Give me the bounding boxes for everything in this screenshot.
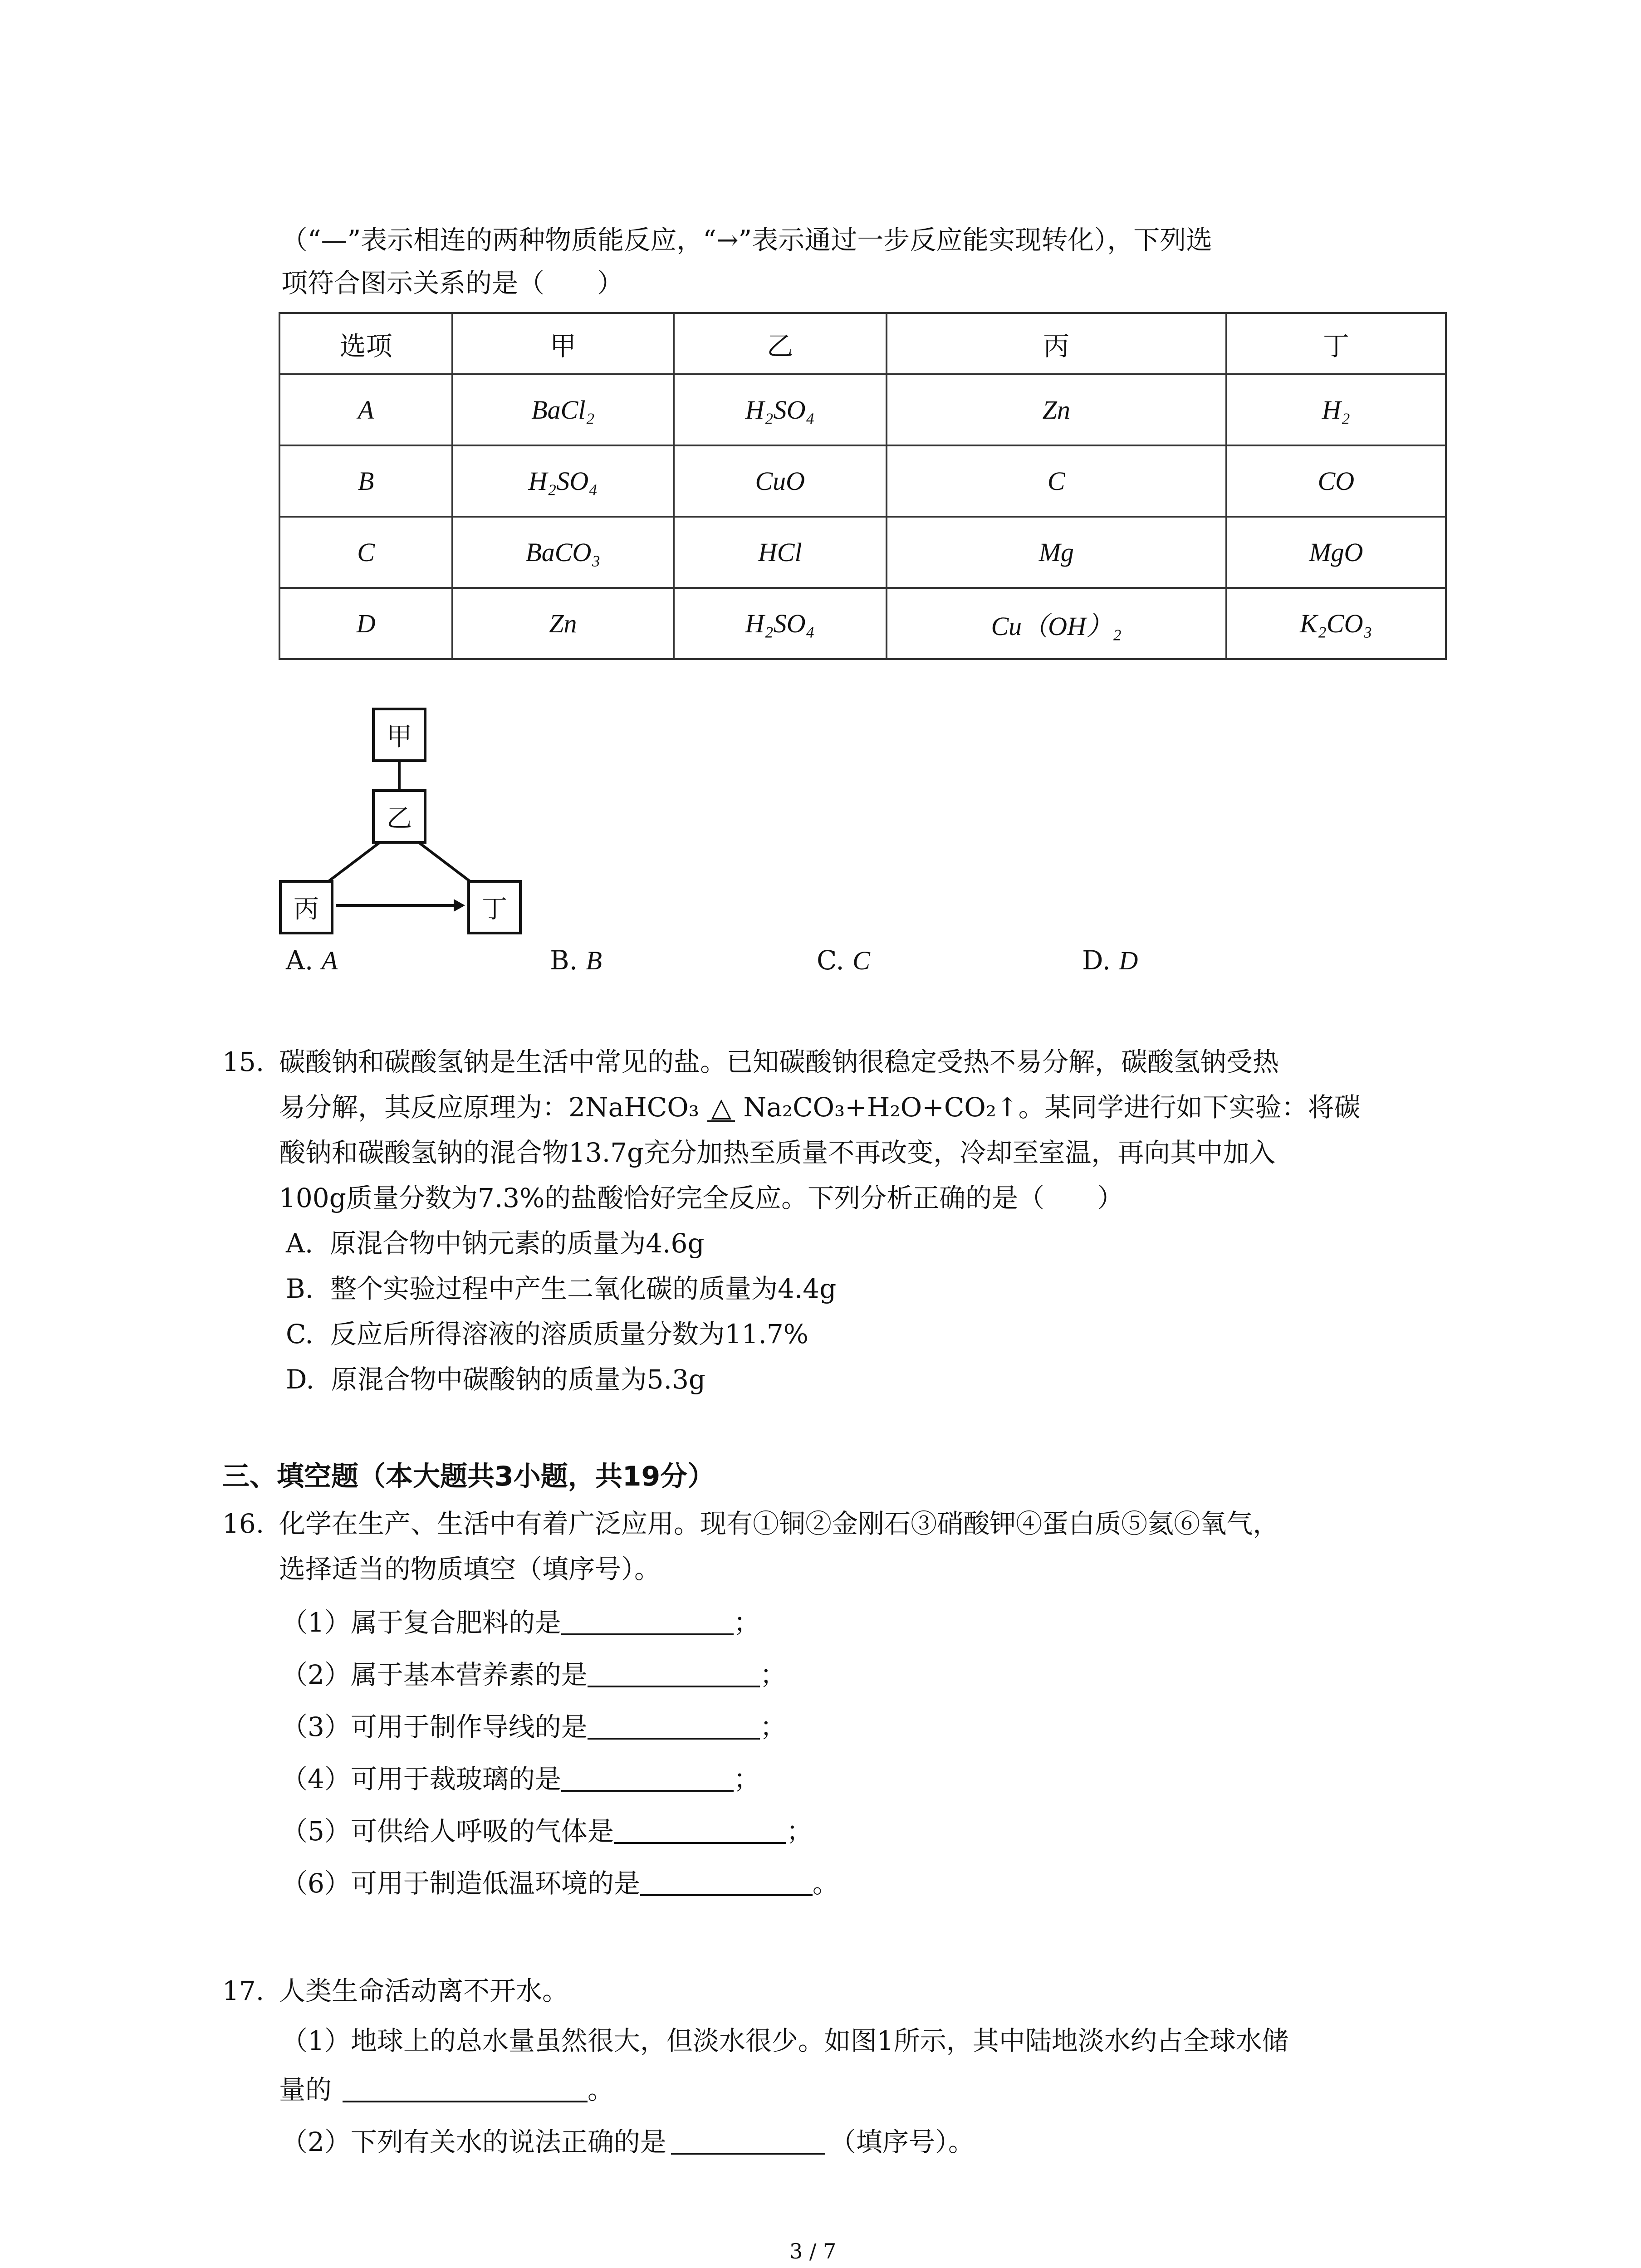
item-number: ⑥ <box>1174 1508 1200 1539</box>
table-cell: H₂SO₄ <box>674 588 887 659</box>
option-letter: B. <box>286 1273 314 1304</box>
q17-part-2 <box>281 2127 975 2155</box>
q17-number: 17. <box>222 1975 265 2006</box>
table-cell: K₂CO₃ <box>1226 588 1446 659</box>
item-number: ⑤ <box>1121 1508 1148 1539</box>
table-cell: H₂ <box>1226 374 1446 445</box>
table-cell: D <box>279 588 452 659</box>
table-cell: A <box>279 374 452 445</box>
option-value: A <box>321 946 338 975</box>
q14-option-d <box>1082 947 1138 974</box>
intro-line-1: （“—”表示相连的两种物质能反应，“→”表示通过一步反应能实现转化），下列选 <box>281 225 1213 255</box>
table-cell: H₂SO₄ <box>674 374 887 445</box>
table-cell: HCl <box>674 517 887 588</box>
part-label: （4）可用于裁玻璃的是 <box>281 1764 561 1794</box>
table-header-cell: 选项 <box>279 313 452 374</box>
q15-option-c <box>286 1321 808 1347</box>
q15-line-2a: 易分解，其反应原理为：2NaHCO₃ <box>279 1092 699 1123</box>
q16-part-2 <box>281 1660 786 1688</box>
table-cell: CO <box>1226 445 1446 517</box>
answer-blank[interactable] <box>561 1608 734 1635</box>
table-cell: MgO <box>1226 517 1446 588</box>
item-number: ③ <box>911 1508 937 1539</box>
option-letter: A. <box>286 1228 314 1259</box>
table-header-cell: 甲 <box>452 313 673 374</box>
item-number: ② <box>805 1508 832 1539</box>
q16-line-1 <box>279 1510 1279 1537</box>
option-value: B <box>586 946 602 975</box>
diagram-node-yi: 乙 <box>372 789 426 844</box>
part-end: 。 <box>588 2074 614 2105</box>
table-cell: C <box>887 445 1226 517</box>
table-cell: H₂SO₄ <box>452 445 673 517</box>
part-label: （1）属于复合肥料的是 <box>281 1607 561 1638</box>
part-label: （2）属于基本营养素的是 <box>281 1659 588 1690</box>
table-cell: Zn <box>887 374 1226 445</box>
part-label: 量的 <box>279 2074 332 2105</box>
table-cell: B <box>279 445 452 517</box>
part-label: （5）可供给人呼吸的气体是 <box>281 1816 614 1847</box>
option-letter: D. <box>1082 945 1111 976</box>
table-row <box>279 588 1446 659</box>
option-text: 原混合物中碳酸钠的质量为5.3g <box>331 1364 706 1395</box>
option-text: 反应后所得溶液的溶质质量分数为11.7% <box>330 1319 808 1349</box>
option-value: D <box>1119 946 1138 975</box>
q16-part-5 <box>281 1816 813 1847</box>
part-end: ； <box>786 1816 813 1847</box>
table-header-cell: 丁 <box>1226 313 1446 374</box>
options-table <box>279 312 1447 660</box>
q14-option-c <box>817 947 870 974</box>
page-number: 3 / 7 <box>789 2239 837 2263</box>
heat-delta-icon: △ <box>707 1094 735 1122</box>
q14-option-a <box>286 947 338 974</box>
item-name: 铜 <box>779 1508 806 1539</box>
item-name: 蛋白质 <box>1042 1508 1122 1539</box>
q15-option-d <box>286 1366 705 1393</box>
answer-blank[interactable] <box>343 2075 588 2102</box>
answer-blank[interactable] <box>671 2127 825 2155</box>
part-end: ； <box>759 1659 786 1690</box>
table-header-cell: 丙 <box>887 313 1226 374</box>
answer-blank[interactable] <box>640 1869 813 1896</box>
item-name: 硝酸钾 <box>937 1508 1016 1539</box>
option-letter: A. <box>286 945 314 976</box>
table-cell: Zn <box>452 588 673 659</box>
q15-line-2b: Na₂CO₃+H₂O+CO₂↑。某同学进行如下实验：将碳 <box>743 1092 1361 1123</box>
q15-number: 15. <box>222 1046 265 1077</box>
q17-line-1: 人类生命活动离不开水。 <box>279 1975 569 2006</box>
table-cell: BaCO₃ <box>452 517 673 588</box>
q16-line-2: 选择适当的物质填空（填序号）。 <box>279 1554 661 1584</box>
part-label: （6）可用于制造低温环境的是 <box>281 1868 640 1899</box>
diagram-node-ding: 丁 <box>467 880 522 934</box>
table-row <box>279 517 1446 588</box>
part-end: （填序号）。 <box>829 2126 975 2157</box>
part-end: ； <box>733 1764 760 1794</box>
q15-line-1: 碳酸钠和碳酸氢钠是生活中常见的盐。已知碳酸钠很稳定受热不易分解，碳酸氢钠受热 <box>279 1046 1279 1077</box>
item-name: 金刚石 <box>832 1508 911 1539</box>
q15-option-b <box>286 1273 837 1304</box>
q16-part-1 <box>281 1608 760 1636</box>
q15-line-3: 酸钠和碳酸氢钠的混合物13.7g充分加热至质量不再改变，冷却至室温，再向其中加入 <box>279 1137 1276 1168</box>
q14-option-b <box>550 947 602 974</box>
table-cell: CuO <box>674 445 887 517</box>
table-header-cell: 乙 <box>674 313 887 374</box>
table-cell: Mg <box>887 517 1226 588</box>
q16-line-1a: 化学在生产、生活中有着广泛应用。现有 <box>279 1508 753 1539</box>
section-title: 三、填空题（本大题共3小题，共19分） <box>222 1461 715 1492</box>
part-end: 。 <box>812 1868 839 1899</box>
item-number: ④ <box>1016 1508 1043 1539</box>
q15-line-2 <box>279 1094 1361 1122</box>
option-value: C <box>852 946 870 975</box>
q17-part-1-line-2 <box>279 2075 614 2103</box>
q16-part-6 <box>281 1869 839 1897</box>
part-label: （3）可用于制作导线的是 <box>281 1711 588 1742</box>
q15-line-4: 100g质量分数为7.3%的盐酸恰好完全反应。下列分析正确的是（ ） <box>279 1183 1124 1213</box>
option-letter: C. <box>286 1319 314 1349</box>
answer-blank[interactable] <box>561 1765 734 1792</box>
table-row <box>279 445 1446 517</box>
intro-line-2: 项符合图示关系的是（ ） <box>281 268 624 298</box>
q17-part-1-line-1: （1）地球上的总水量虽然很大，但淡水很少。如图1所示，其中陆地淡水约占全球水储 <box>281 2025 1288 2056</box>
part-end: ； <box>759 1711 786 1742</box>
q16-part-3 <box>281 1712 786 1740</box>
table-cell: BaCl₂ <box>452 374 673 445</box>
answer-blank[interactable] <box>588 1712 760 1740</box>
table-header-row <box>279 313 1446 374</box>
item-name: 氧气， <box>1200 1508 1279 1539</box>
q16-number: 16. <box>222 1508 265 1539</box>
item-name: 氦 <box>1147 1508 1174 1539</box>
diagram-node-bing: 丙 <box>279 880 333 934</box>
q16-part-4 <box>281 1765 760 1792</box>
q15-option-a <box>286 1228 705 1259</box>
option-letter: D. <box>286 1364 314 1395</box>
option-letter: B. <box>550 945 578 976</box>
option-text: 原混合物中钠元素的质量为4.6g <box>330 1228 705 1259</box>
option-letter: C. <box>817 945 844 976</box>
table-cell: Cu（OH）₂ <box>887 588 1226 659</box>
arrow-head-icon <box>454 899 465 912</box>
table-row <box>279 374 1446 445</box>
diagram-node-jia: 甲 <box>372 708 426 762</box>
table-cell: C <box>279 517 452 588</box>
part-end: ； <box>733 1607 760 1638</box>
item-number: ① <box>753 1508 779 1539</box>
option-text: 整个实验过程中产生二氧化碳的质量为4.4g <box>330 1273 837 1304</box>
part-label: （2）下列有关水的说法正确的是 <box>281 2126 666 2157</box>
answer-blank[interactable] <box>588 1660 760 1687</box>
answer-blank[interactable] <box>614 1817 786 1844</box>
